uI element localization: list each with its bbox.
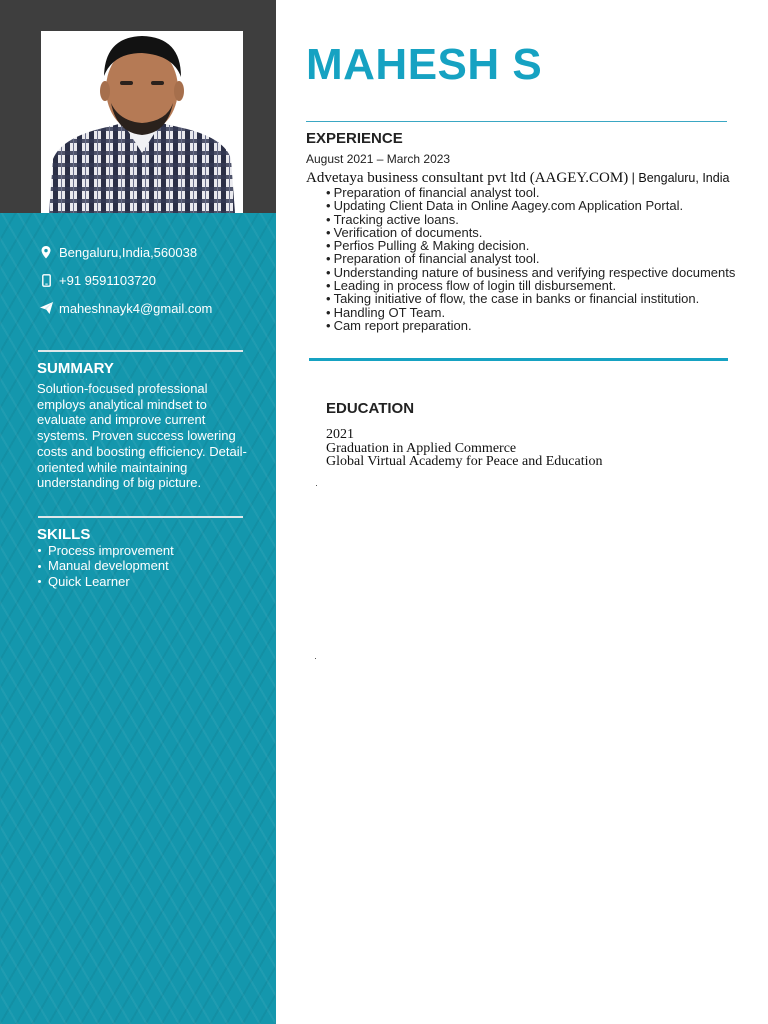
skills-divider [38,516,243,518]
name-divider [306,121,727,122]
duty-item: • Leading in process flow of login till disbursement. [326,278,617,294]
skill-label: Quick Learner [48,573,130,589]
duty-item: • Updating Client Data in Online Aagey.com Application Portal. [326,198,684,214]
skills-heading: SKILLS [37,526,91,543]
duty-item: • Perfios Pulling & Making decision. [326,238,530,254]
contact-email [38,299,212,317]
duty-item: • Tracking active loans. [326,211,459,227]
skill-item [37,574,174,589]
experience-duties [326,186,735,332]
duty-item: • Understanding nature of business and verifying respective documents [326,264,736,280]
duty-item: • Preparation of financial analyst tool. [326,185,540,200]
contact-phone [38,271,156,289]
experience-dates: August 2021 – March 2023 [306,152,451,166]
education-year: 2021 [326,427,354,442]
duty-item: • Cam report preparation. [326,317,472,333]
stray-dot [316,485,317,486]
skill-item [37,543,174,558]
summary-heading: SUMMARY [37,360,114,377]
bullet-icon [38,580,41,583]
sidebar [0,0,276,1024]
candidate-name: MAHESH S [306,40,543,89]
duty-item: • Taking initiative of flow, the case in banks or financial institution. [326,291,700,307]
experience-heading: EXPERIENCE [306,130,403,147]
education-institution: Global Virtual Academy for Peace and Education [326,454,603,469]
duty-item: • Verification of documents. [326,224,483,240]
education-degree: Graduation in Applied Commerce [326,440,517,456]
paper-plane-icon [38,300,54,316]
phone-text[interactable]: +91 9591103720 [59,272,156,288]
bullet-icon [38,549,41,552]
location-pin-icon [38,244,54,260]
profile-photo [41,31,243,213]
skill-label: Process improvement [48,543,174,558]
education-heading: EDUCATION [326,400,415,417]
summary-divider [38,350,243,352]
phone-icon [38,272,54,288]
bullet-icon [38,565,41,568]
duty-item: • Preparation of financial analyst tool. [326,251,540,267]
skills-list [37,543,174,589]
address-text: Bengaluru,India,560038 [59,244,198,260]
stray-dot [315,658,316,659]
company-name: Advetaya business consultant pvt ltd (AAGEY.COM) [306,170,629,186]
email-link[interactable]: maheshnayk4@gmail.com [59,300,213,316]
contact-address [38,243,197,261]
experience-divider [309,358,728,361]
skill-item [37,558,174,573]
duty-item: • Handling OT Team. [326,304,446,320]
company-location: | Bengaluru, India [628,171,730,185]
skill-label: Manual development [48,558,169,574]
education-entry [326,428,602,469]
summary-text: Solution-focused professional employs analytical mindset to evaluate and improve current systems. Proven success lowering costs and boosting efficiency. Detail-oriented while maintaining understanding of big picture. [37,381,247,491]
